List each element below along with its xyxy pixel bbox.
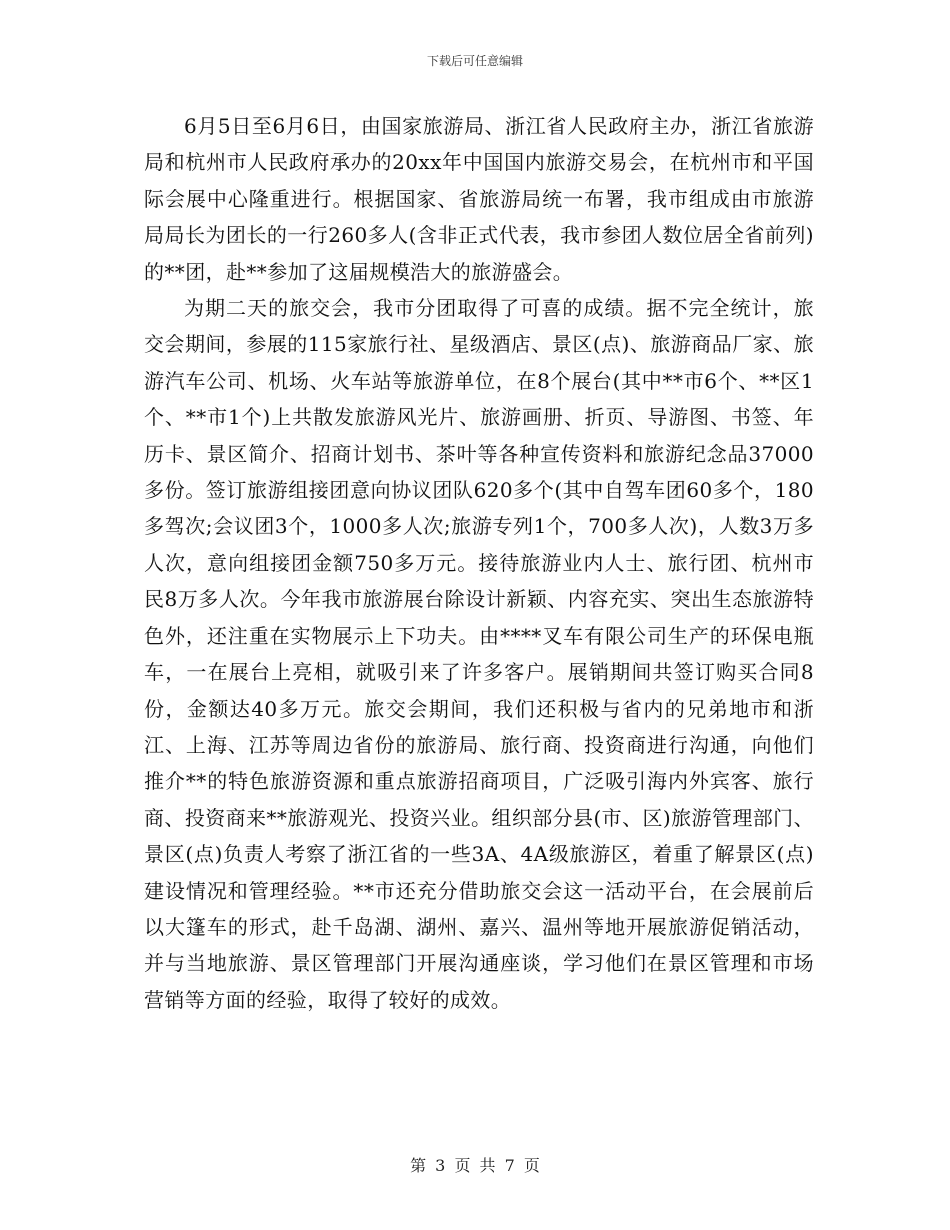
document-body [144, 108, 814, 1018]
paragraph-1: 6月5日至6月6日，由国家旅游局、浙江省人民政府主办，浙江省旅游局和杭州市人民政府承办的20xx年中国国内旅游交易会，在杭州市和平国际会展中心隆重进行。根据国家、省旅游局统一布署，我市组成由市旅游局局长为团长的一行260多人(含非正式代表，我市参团人数位居全省前列)的**团，赴**参加了这届规模浩大的旅游盛会。 [144, 114, 814, 284]
page-number-footer: 第 3 页 共 7 页 [410, 1156, 540, 1175]
page-header: 下载后可任意编辑 [426, 54, 523, 68]
paragraph-2: 为期二天的旅交会，我市分团取得了可喜的成绩。据不完全统计，旅交会期间，参展的115家旅行社、星级酒店、景区(点)、旅游商品厂家、旅游汽车公司、机场、火车站等旅游单位，在8个展台(其中**市6个、**区1个、**市1个)上共散发旅游风光片、旅游画册、折页、导游图、书签、年历卡、景区简介、招商计划书、茶叶等各种宣传资料和旅游纪念品37000多份。签订旅游组接团意向协议团队620多个(其中自驾车团60多个，180多驾次;会议团3个，1000多人次;旅游专列1个，700多人次)，人数3万多人次，意向组接团金额750多万元。接待旅游业内人士、旅行团、杭州市民8万多人次。今年我市旅游展台除设计新颖、内容充实、突出生态旅游特色外，还注重在实物展示上下功夫。由****叉车有限公司生产的环保电瓶车，一在展台上亮相，就吸引来了许多客户。展销期间共签订购买合同8份，金额达40多万元。旅交会期间，我们还积极与省内的兄弟地市和浙江、上海、江苏等周边省份的旅游局、旅行商、投资商进行沟通，向他们推介**的特色旅游资源和重点旅游招商项目，广泛吸引海内外宾客、旅行商、投资商来**旅游观光、投资兴业。组织部分县(市、区)旅游管理部门、景区(点)负责人考察了浙江省的一些3A、4A级旅游区，着重了解景区(点)建设情况和管理经验。**市还充分借助旅交会这一活动平台，在会展前后以大篷车的形式，赴千岛湖、湖州、嘉兴、温州等地开展旅游促销活动，并与当地旅游、景区管理部门开展沟通座谈，学习他们在景区管理和市场营销等方面的经验，取得了较好的成效。 [144, 296, 814, 1012]
